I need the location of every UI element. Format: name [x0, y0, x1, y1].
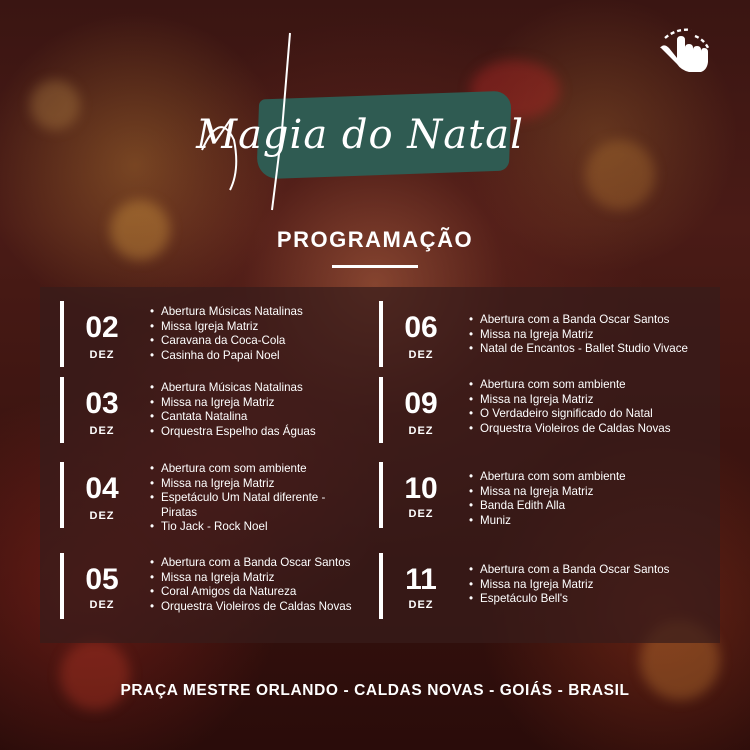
- event-item: • Abertura Músicas Natalinas: [150, 305, 303, 320]
- date-day: 04: [85, 472, 119, 505]
- date-day: 05: [85, 563, 119, 596]
- page-title: PROGRAMAÇÃO: [276, 227, 474, 252]
- schedule-entry: [60, 377, 360, 443]
- event-item: • Espetáculo Um Natal diferente -: [150, 491, 325, 506]
- schedule-entry: [379, 553, 714, 619]
- event-list: [469, 378, 671, 436]
- date-day: 11: [405, 563, 437, 596]
- date-day: 09: [404, 387, 438, 420]
- event-item: • Natal de Encantos - Ballet Studio Vivace: [469, 342, 688, 357]
- event-item: • Abertura com som ambiente: [469, 470, 626, 485]
- event-item: • Muniz: [469, 514, 626, 529]
- event-item: • Cantata Natalina: [150, 410, 316, 425]
- event-item: • Espetáculo Bell's: [469, 592, 669, 607]
- event-item: • Tio Jack - Rock Noel: [150, 520, 325, 535]
- event-list: [469, 563, 669, 607]
- event-item: • Orquestra Violeiros de Caldas Novas: [469, 422, 671, 437]
- date-day: 10: [404, 472, 438, 505]
- event-item: • Abertura com a Banda Oscar Santos: [469, 563, 669, 578]
- event-item: • O Verdadeiro significado do Natal: [469, 407, 671, 422]
- event-item: • Coral Amigos da Natureza: [150, 585, 352, 600]
- event-list: [469, 313, 688, 357]
- event-item: • Missa Igreja Matriz: [150, 320, 303, 335]
- event-list: [150, 305, 303, 363]
- date-month: DEZ: [408, 599, 434, 611]
- schedule-entry: [379, 377, 714, 443]
- event-item: • Missa na Igreja Matriz: [469, 485, 626, 500]
- title-divider: [332, 265, 418, 268]
- event-item: • Banda Edith Alla: [469, 499, 626, 514]
- event-item: • Missa na Igreja Matriz: [469, 578, 669, 593]
- logo-title: Magia do Natal: [196, 112, 524, 158]
- date-month: DEZ: [89, 599, 115, 611]
- event-item: • Caravana da Coca-Cola: [150, 334, 303, 349]
- date-day: 03: [85, 387, 119, 420]
- bokeh-light: [30, 80, 80, 130]
- schedule-entry: [60, 301, 360, 367]
- schedule-entry: [60, 553, 360, 619]
- date-month: DEZ: [89, 510, 115, 522]
- schedule-entry: [60, 462, 360, 534]
- event-item: • Missa na Igreja Matriz: [150, 477, 325, 492]
- event-item: • Abertura com som ambiente: [469, 378, 671, 393]
- location-footer: PRAÇA MESTRE ORLANDO - CALDAS NOVAS - GOIÁS - BRASIL: [120, 682, 630, 699]
- event-logo: [190, 30, 530, 220]
- date-day: 02: [85, 311, 119, 344]
- event-item: • Abertura com a Banda Oscar Santos: [150, 556, 352, 571]
- event-item: • Abertura com a Banda Oscar Santos: [469, 313, 688, 328]
- event-item: • Abertura com som ambiente: [150, 462, 325, 477]
- hand-tap-icon[interactable]: [655, 26, 713, 76]
- event-item: • Missa na Igreja Matriz: [150, 396, 316, 411]
- event-item: • Missa na Igreja Matriz: [150, 571, 352, 586]
- bokeh-light: [585, 140, 655, 210]
- event-item-continuation: Piratas: [161, 505, 198, 519]
- date-month: DEZ: [408, 425, 434, 437]
- event-item: • Missa na Igreja Matriz: [469, 393, 671, 408]
- date-month: DEZ: [89, 349, 115, 361]
- schedule-entry: [379, 462, 714, 528]
- date-month: DEZ: [89, 425, 115, 437]
- event-item: • Orquestra Espelho das Águas: [150, 425, 316, 440]
- event-item: • Casinha do Papai Noel: [150, 349, 303, 364]
- event-item: • Orquestra Violeiros de Caldas Novas: [150, 600, 352, 615]
- event-list: [150, 556, 352, 614]
- event-list: [469, 470, 626, 528]
- event-list: [150, 381, 316, 439]
- date-month: DEZ: [408, 349, 434, 361]
- schedule-entry: [379, 301, 714, 367]
- event-list: [150, 462, 325, 535]
- date-day: 06: [404, 311, 438, 344]
- date-month: DEZ: [408, 508, 434, 520]
- event-item: • Abertura Músicas Natalinas: [150, 381, 316, 396]
- event-item: • Missa na Igreja Matriz: [469, 328, 688, 343]
